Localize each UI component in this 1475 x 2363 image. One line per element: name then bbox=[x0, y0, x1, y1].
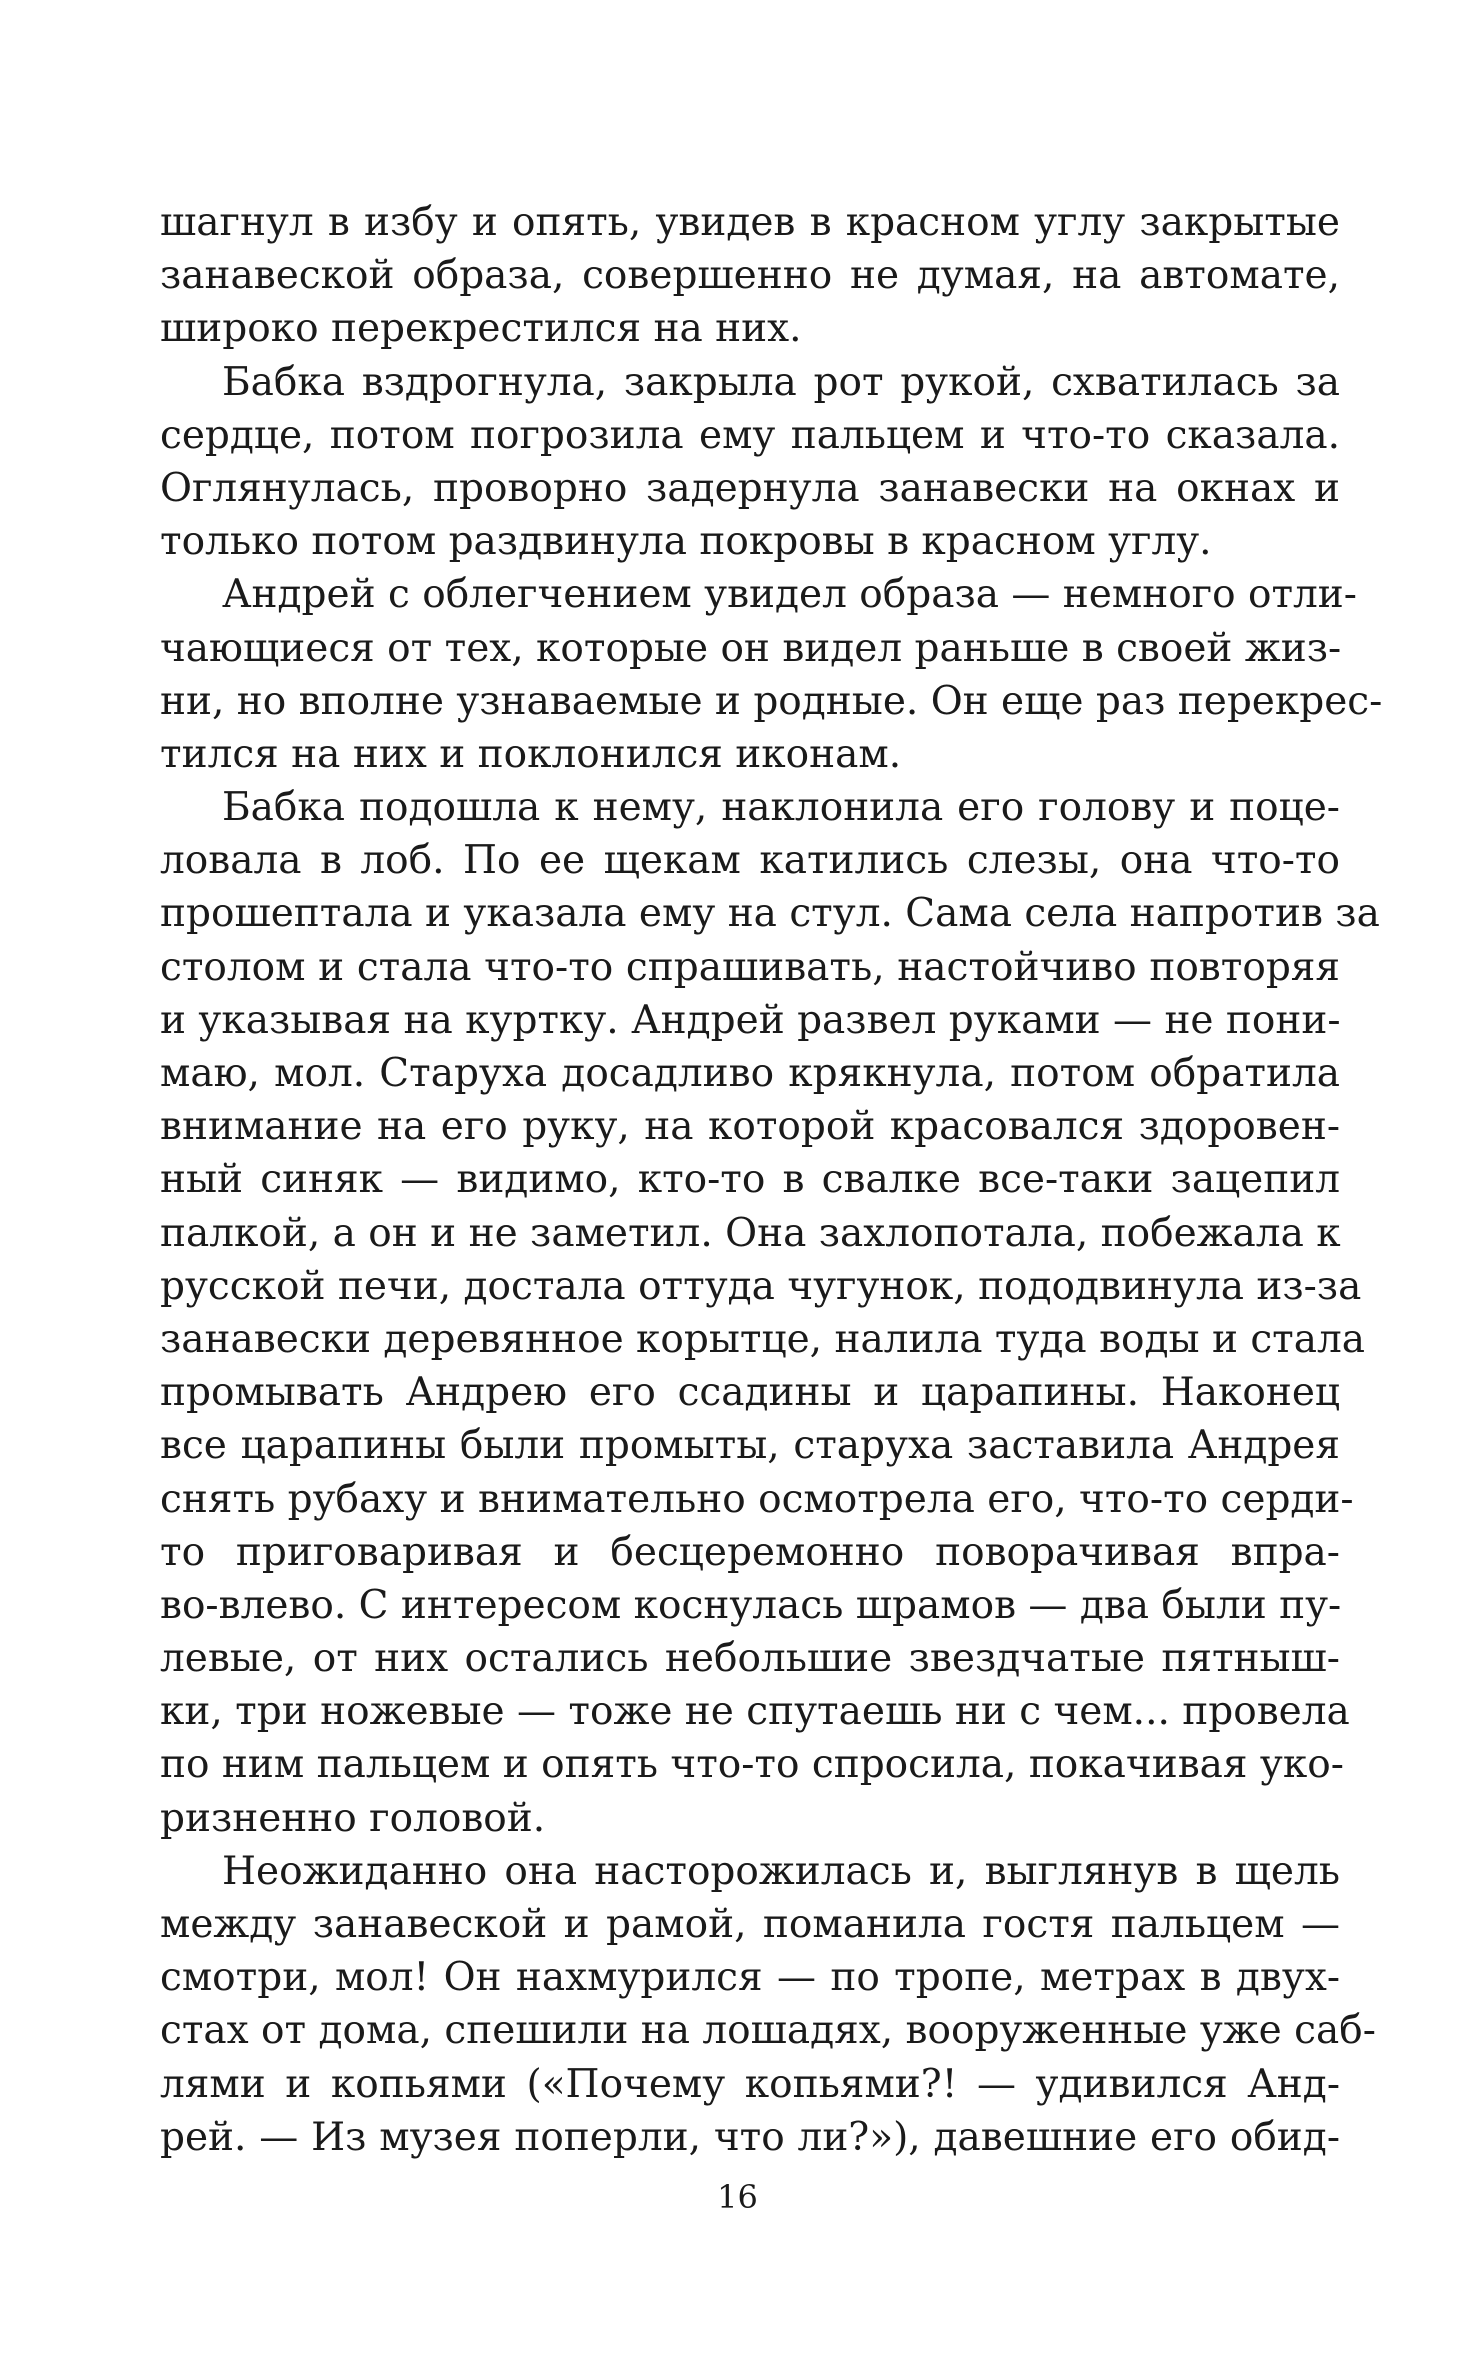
text-line: шагнул в избу и опять, увидев в красном углу закрытые bbox=[160, 200, 1340, 245]
text-line: Андрей с облегчением увидел образа — немного отли- bbox=[222, 572, 1357, 618]
text-line: только потом раздвинула покровы в красном углу. bbox=[160, 519, 1212, 565]
text-line: русской печи, достала оттуда чугунок, пододвинула из-за bbox=[160, 1263, 1362, 1309]
text-line: ки, три ножевые — тоже не спутаешь ни с чем... провела bbox=[160, 1689, 1350, 1735]
text-line: прошептала и указала ему на стул. Сама села напротив за bbox=[160, 891, 1380, 937]
text-line: занавеской образа, совершенно не думая, на автомате, bbox=[160, 253, 1340, 299]
text-line: все царапины были промыты, старуха заставила Андрея bbox=[160, 1423, 1340, 1469]
text-line: Бабка подошла к нему, наклонила его голову и поце- bbox=[222, 785, 1340, 831]
text-line: левые, от них остались небольшие звездчатые пятныш- bbox=[160, 1636, 1340, 1682]
text-line: широко перекрестился на них. bbox=[160, 306, 802, 352]
text-line: ни, но вполне узнаваемые и родные. Он еще раз перекрес- bbox=[160, 678, 1383, 724]
text-line: ризненно головой. bbox=[160, 1795, 546, 1841]
text-line: рей. — Из музея поперли, что ли?»), давешние его обид- bbox=[160, 2114, 1340, 2160]
text-line: смотри, мол! Он нахмурился — по тропе, метрах в двух- bbox=[160, 1955, 1340, 2001]
text-line: и указывая на куртку. Андрей развел руками — не пони- bbox=[160, 997, 1341, 1043]
text-line: между занавеской и рамой, поманила гостя пальцем — bbox=[160, 1902, 1340, 1947]
text-line: ный синяк — видимо, кто-то в свалке все-таки зацепил bbox=[160, 1157, 1340, 1203]
paragraph bbox=[160, 781, 1380, 1845]
text-line: промывать Андрею его ссадины и царапины. Наконец bbox=[160, 1370, 1340, 1416]
text-line: палкой, а он и не заметил. Она захлопотала, побежала к bbox=[160, 1210, 1341, 1256]
text-line: маю, мол. Старуха досадливо крякнула, потом обратила bbox=[160, 1051, 1340, 1096]
text-line: внимание на его руку, на которой красовался здоровен- bbox=[160, 1104, 1340, 1150]
text-line: по ним пальцем и опять что-то спросила, покачивая уко- bbox=[160, 1742, 1344, 1788]
text-line: Бабка вздрогнула, закрыла рот рукой, схватилась за bbox=[222, 359, 1340, 405]
text-line: лями и копьями («Почему копьями?! — удивился Анд- bbox=[160, 2061, 1340, 2107]
paragraph bbox=[160, 196, 1340, 356]
paragraph bbox=[160, 1845, 1376, 2164]
text-line: во-влево. С интересом коснулась шрамов — два были пу- bbox=[160, 1582, 1342, 1628]
text-line: занавески деревянное корытце, налила туда воды и стала bbox=[160, 1316, 1366, 1362]
paragraph bbox=[160, 356, 1340, 569]
text-line: то приговаривая и бесцеремонно поворачивая впра- bbox=[160, 1529, 1340, 1575]
text-line: снять рубаху и внимательно осмотрела его, что-то серди- bbox=[160, 1476, 1354, 1522]
text-line: сердце, потом погрозила ему пальцем и что-то сказала. bbox=[160, 412, 1340, 458]
text-line: ловала в лоб. По ее щекам катились слезы, она что-то bbox=[160, 838, 1340, 884]
text-line: Неожиданно она насторожилась и, выглянув в щель bbox=[222, 1848, 1340, 1894]
body-text bbox=[160, 196, 1383, 2164]
text-line: чающиеся от тех, которые он видел раньше в своей жиз- bbox=[160, 625, 1342, 671]
text-line: Оглянулась, проворно задернула занавески на окнах и bbox=[160, 465, 1340, 511]
text-line: тился на них и поклонился иконам. bbox=[160, 731, 902, 777]
text-line: стах от дома, спешили на лошадях, вооруженные уже саб- bbox=[160, 2008, 1376, 2054]
page-number: 16 bbox=[717, 2178, 758, 2216]
paragraph bbox=[160, 568, 1383, 781]
text-line: столом и стала что-то спрашивать, настойчиво повторяя bbox=[160, 944, 1340, 990]
